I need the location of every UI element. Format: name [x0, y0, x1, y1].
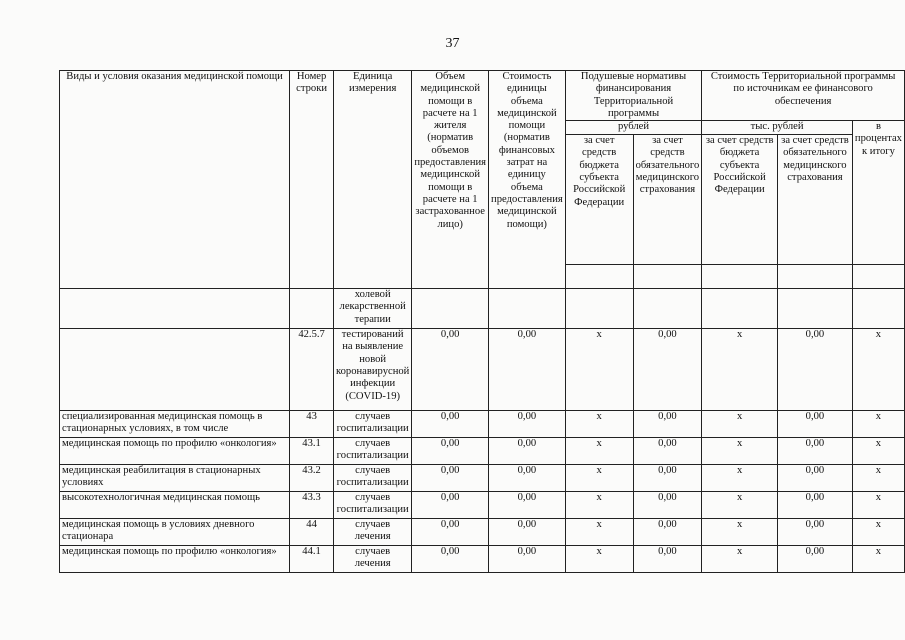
header-volume: Объем медицинской помощи в расчете на 1 жителя (норматив объемов предоставления медицинской помощи в расчете на 1 застрахованное лицо): [412, 71, 489, 289]
row-pc-oms: 0,00: [633, 546, 702, 573]
row-percent: х: [852, 519, 904, 546]
table-row: [60, 411, 905, 438]
row-percent: х: [852, 411, 904, 438]
table-row: [60, 438, 905, 465]
row-pc-budget: х: [565, 492, 633, 519]
row-cs-budget: х: [702, 411, 778, 438]
row-pc-oms: 0,00: [633, 438, 702, 465]
row-number: 44: [290, 519, 334, 546]
row-cs-budget: [702, 289, 778, 329]
row-cs-budget: х: [702, 492, 778, 519]
row-cost: 0,00: [489, 519, 566, 546]
row-type: медицинская реабилитация в стационарных условиях: [60, 465, 290, 492]
row-volume: [412, 289, 489, 329]
row-percent: х: [852, 329, 904, 411]
row-cs-budget: х: [702, 465, 778, 492]
table-row: [60, 492, 905, 519]
row-cost: 0,00: [489, 411, 566, 438]
row-volume: 0,00: [412, 329, 489, 411]
row-unit: случаев лечения: [334, 546, 412, 573]
row-unit: случаев лечения: [334, 519, 412, 546]
page-number: 37: [445, 36, 460, 51]
row-type: медицинская помощь по профилю «онкология»: [60, 546, 290, 573]
row-cs-budget: х: [702, 546, 778, 573]
table-row: [60, 519, 905, 546]
row-percent: х: [852, 438, 904, 465]
table-row: [60, 465, 905, 492]
row-volume: 0,00: [412, 519, 489, 546]
header-cost-sources-group: Стоимость Территориальной программы по источникам ее финансового обеспечения: [702, 71, 905, 121]
row-percent: [852, 289, 904, 329]
row-pc-budget: х: [565, 465, 633, 492]
row-pc-budget: х: [565, 519, 633, 546]
row-pc-budget: х: [565, 329, 633, 411]
row-cs-oms: 0,00: [778, 438, 853, 465]
row-cs-budget: х: [702, 438, 778, 465]
row-cs-oms: 0,00: [778, 465, 853, 492]
header-cs-oms: за счет средств обязательного медицинского страхования: [778, 135, 853, 265]
row-pc-oms: 0,00: [633, 519, 702, 546]
row-number: 44.1: [290, 546, 334, 573]
table-row: [60, 289, 905, 329]
table-row: [60, 329, 905, 411]
row-unit: холевой лекарственной терапии: [334, 289, 412, 329]
row-cs-oms: [778, 289, 853, 329]
row-volume: 0,00: [412, 465, 489, 492]
row-type: [60, 289, 290, 329]
table-row: [60, 546, 905, 573]
row-percent: х: [852, 492, 904, 519]
row-cost: 0,00: [489, 438, 566, 465]
row-type: [60, 329, 290, 411]
row-volume: 0,00: [412, 492, 489, 519]
row-percent: х: [852, 465, 904, 492]
row-cs-oms: 0,00: [778, 519, 853, 546]
row-pc-budget: х: [565, 546, 633, 573]
row-cs-oms: 0,00: [778, 546, 853, 573]
row-cs-budget: х: [702, 329, 778, 411]
header-cs-budget: за счет средств бюджета субъекта Российской Федерации: [702, 135, 778, 265]
row-unit: тестирований на выявление новой коронавирусной инфекции (COVID-19): [334, 329, 412, 411]
row-pc-oms: [633, 289, 702, 329]
row-cost: 0,00: [489, 329, 566, 411]
row-cs-oms: 0,00: [778, 492, 853, 519]
header-unit-rubles: рублей: [565, 121, 702, 135]
row-unit: случаев госпитализации: [334, 465, 412, 492]
row-number: [290, 289, 334, 329]
row-cost: 0,00: [489, 465, 566, 492]
row-type: медицинская помощь в условиях дневного стационара: [60, 519, 290, 546]
row-unit: случаев госпитализации: [334, 438, 412, 465]
header-unit-thousand-rubles: тыс. рублей: [702, 121, 853, 135]
row-pc-oms: 0,00: [633, 411, 702, 438]
row-cost: [489, 289, 566, 329]
row-pc-budget: х: [565, 411, 633, 438]
row-number: 43.2: [290, 465, 334, 492]
header-pc-oms: за счет средств обязательного медицинского страхования: [633, 135, 702, 265]
row-number: 42.5.7: [290, 329, 334, 411]
row-cost: 0,00: [489, 546, 566, 573]
row-pc-oms: 0,00: [633, 465, 702, 492]
row-type: специализированная медицинская помощь в стационарных условиях, в том числе: [60, 411, 290, 438]
financing-table: [59, 70, 905, 573]
header-types: Виды и условия оказания медицинской помощи: [60, 71, 290, 289]
row-number: 43.3: [290, 492, 334, 519]
row-cs-oms: 0,00: [778, 329, 853, 411]
row-pc-oms: 0,00: [633, 329, 702, 411]
row-percent: х: [852, 546, 904, 573]
header-unit: Единица измерения: [334, 71, 412, 289]
row-cs-budget: х: [702, 519, 778, 546]
header-row-number: Номер строки: [290, 71, 334, 289]
row-type: медицинская помощь по профилю «онкология»: [60, 438, 290, 465]
row-number: 43: [290, 411, 334, 438]
row-unit: случаев госпитализации: [334, 411, 412, 438]
header-per-capita-group: Подушевые нормативы финансирования Территориальной программы: [565, 71, 702, 121]
header-percent: в процентах к итогу: [852, 121, 904, 265]
row-number: 43.1: [290, 438, 334, 465]
row-volume: 0,00: [412, 411, 489, 438]
row-unit: случаев госпитализации: [334, 492, 412, 519]
row-type: высокотехнологичная медицинская помощь: [60, 492, 290, 519]
header-pc-budget: за счет средств бюджета субъекта Российской Федерации: [565, 135, 633, 265]
row-cost: 0,00: [489, 492, 566, 519]
row-pc-budget: [565, 289, 633, 329]
row-volume: 0,00: [412, 438, 489, 465]
header-cost: Стоимость единицы объема медицинской помощи (норматив финансовых затрат на единицу объема предоставления медицинской помощи): [489, 71, 566, 289]
row-volume: 0,00: [412, 546, 489, 573]
row-pc-oms: 0,00: [633, 492, 702, 519]
row-pc-budget: х: [565, 438, 633, 465]
row-cs-oms: 0,00: [778, 411, 853, 438]
